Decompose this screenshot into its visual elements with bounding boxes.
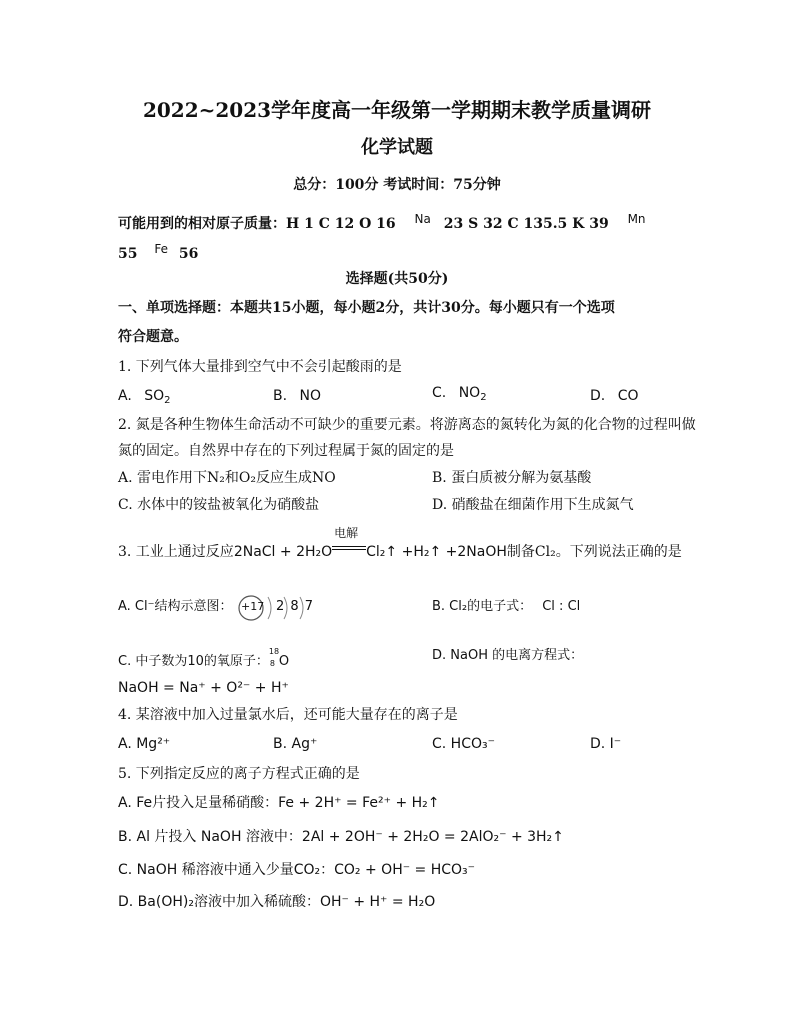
- q3-c-text: C. 中子数为10的氧原子：: [118, 654, 269, 669]
- q1-b-label: B.: [273, 388, 288, 404]
- q3-c-symbol: O: [278, 654, 290, 669]
- oxygen-isotope-notation: [268, 647, 280, 668]
- q3-equals-line-bottom: [332, 549, 366, 550]
- q3-option-b: [432, 598, 580, 616]
- q3-products: Cl₂↑ +H₂↑ +2NaOH: [366, 544, 507, 560]
- na-symbol: Na: [414, 212, 431, 226]
- q3-option-a: A. Cl⁻结构示意图：: [118, 599, 233, 614]
- q4-option-d: D. I⁻: [590, 736, 622, 752]
- atom-nucleus-charge: +17: [241, 600, 265, 613]
- q1-c-label: C.: [432, 385, 447, 401]
- q1-d-label: D.: [590, 388, 606, 404]
- q1-stem: 1. 下列气体大量排到空气中不会引起酸雨的是: [118, 359, 402, 375]
- atomic-mass-line1: [118, 210, 646, 233]
- mn-symbol: Mn: [627, 212, 646, 226]
- q3-reactants: 2NaCl + 2H₂O: [233, 544, 333, 560]
- atomic-mass-line2: [118, 240, 198, 263]
- q5-stem: 5. 下列指定反应的离子方程式正确的是: [118, 766, 360, 782]
- q2-option-d: D. 硝酸盐在细菌作用下生成氮气: [432, 497, 634, 513]
- q2-stem-line2: 氮的固定。自然界中存在的下列过程属于氮的固定的是: [118, 443, 454, 459]
- section-heading: 选择题(共50分): [345, 271, 449, 287]
- q3-equals-line-top: [332, 546, 366, 547]
- q3-reaction: [233, 526, 507, 561]
- q5-option-d: D. Ba(OH)₂溶液中加入稀硫酸：OH⁻ + H⁺ = H₂O: [118, 894, 436, 910]
- q5-option-b: B. Al 片投入 NaOH 溶液中：2Al + 2OH⁻ + 2H₂O = 2AlO₂⁻ + 3H₂↑: [118, 829, 564, 845]
- q3-b-formula: Cl : Cl: [542, 599, 581, 614]
- q5-option-a: A. Fe片投入足量稀硝酸：Fe + 2H⁺ = Fe²⁺ + H₂↑: [118, 795, 440, 811]
- exam-info: 总分：100分 考试时间：75分钟: [293, 177, 501, 193]
- q3-c-atomic-number: 8: [269, 659, 275, 668]
- q4-stem: 4. 某溶液中加入过量氯水后，还可能大量存在的离子是: [118, 707, 458, 723]
- q3-c-mass-number: 18: [268, 647, 280, 656]
- q1-a-label: A.: [118, 388, 132, 404]
- q3-b-text: B. Cl₂的电子式：: [432, 599, 533, 614]
- q1-a-text: SO: [144, 388, 165, 404]
- atomic-mass-55: 55: [118, 246, 138, 262]
- q3-condition-arrow: [332, 526, 366, 556]
- atomic-mass-mid: 23 S 32 C 135.5 K 39: [443, 216, 609, 232]
- fe-symbol: Fe: [154, 242, 168, 256]
- q1-b-text: NO: [299, 388, 322, 404]
- q1-c-text: NO: [458, 385, 481, 401]
- chloride-ion-structure-diagram: [236, 593, 320, 623]
- q3-option-d-equation: NaOH = Na⁺ + O²⁻ + H⁺: [118, 680, 289, 696]
- atom-shell-electrons: 2 8 7: [276, 599, 314, 614]
- part1-instructions-line1: 一、单项选择题：本题共15小题，每小题2分，共计30分。每小题只有一个选项: [118, 300, 615, 316]
- q1-option-b: [273, 387, 321, 405]
- q4-option-a: A. Mg²⁺: [118, 736, 171, 752]
- q1-option-d: [590, 387, 638, 405]
- q1-option-c: C. $NO_2$: [432, 385, 487, 403]
- part1-instructions-line2: 符合题意。: [118, 329, 188, 345]
- atomic-mass-prefix: 可能用到的相对原子质量：H 1 C 12 O 16: [118, 216, 396, 232]
- subject-title: 化学试题: [361, 137, 433, 158]
- q3-stem-prefix: 3. 工业上通过反应: [118, 544, 234, 560]
- atomic-mass-56: 56: [178, 246, 199, 262]
- exam-title: 2022~2023学年度高一年级第一学期期末教学质量调研: [142, 98, 652, 122]
- q3-stem: [118, 526, 682, 561]
- q2-stem-line1: 2. 氮是各种生物体生命活动不可缺少的重要元素。将游离态的氮转化为氮的化合物的过程叫做: [118, 417, 696, 433]
- q3-option-c: [118, 647, 289, 671]
- q4-option-c: C. HCO₃⁻: [432, 736, 495, 752]
- q3-option-d: D. NaOH 的电离方程式：: [432, 648, 584, 663]
- q1-d-text: CO: [617, 388, 639, 404]
- q5-option-c: C. NaOH 稀溶液中通入少量CO₂：CO₂ + OH⁻ = HCO₃⁻: [118, 862, 476, 878]
- q3-stem-suffix: 制备Cl₂。下列说法正确的是: [506, 544, 682, 560]
- q1-option-a: A. $SO_2$: [118, 388, 171, 406]
- q4-option-b: B. Ag⁺: [273, 736, 318, 752]
- q2-option-b: B. 蛋白质被分解为氨基酸: [432, 470, 592, 486]
- q3-condition-label: 电解: [334, 526, 359, 540]
- q2-option-c: C. 水体中的铵盐被氧化为硝酸盐: [118, 497, 320, 513]
- q2-option-a: A. 雷电作用下N₂和O₂反应生成NO: [118, 470, 336, 486]
